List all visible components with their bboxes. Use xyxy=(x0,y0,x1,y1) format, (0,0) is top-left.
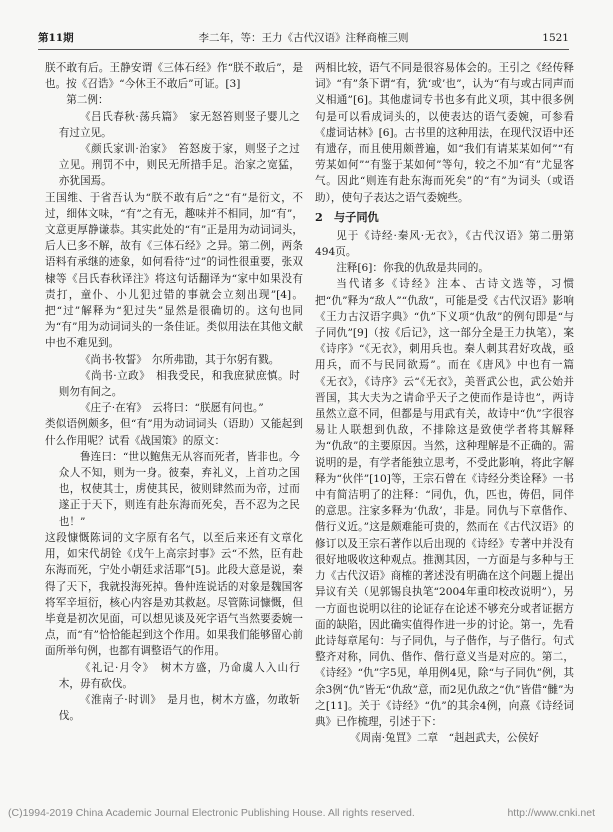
quoted-example: 《尚书·立政》 相我受民，和我庶狱庶慎。时则勿有间之。 xyxy=(58,369,300,399)
body-paragraph: 类似语例颇多，但“有”用为动词词头（语助）又能起到什么作用呢？试看《战国策》的原文： xyxy=(45,418,303,447)
quoted-example: 《尚书·牧誓》 尔所弗勖，其于尔躬有戮。 xyxy=(79,353,280,366)
body-paragraph: 注释[6]：你我的仇敌是共同的。 xyxy=(336,262,489,275)
page-header xyxy=(38,30,569,46)
page-number: 1521 xyxy=(542,32,569,44)
left-column xyxy=(45,60,303,795)
quoted-example: 《淮南子·时训》 是月也，树木方盛，勿敢斩伐。 xyxy=(58,693,300,723)
body-paragraph: 朕不敢有后。王静安谓《三体石经》作“朕不敢后”，是也。按《召诰》“今休王不敢后”可证。[3] xyxy=(45,62,303,91)
quoted-example: 《颜氏家训·治家》 笞怒废于家，则竖子之过立见。刑罚不中，则民无所措手足。治家之宽猛，亦犹国焉。 xyxy=(58,143,300,188)
body-paragraph: 王国维、于省吾认为“朕不敢有后”之“有”是衍文，不过，细体文味，“有”之有无，趣味并不相同，加“有”，文意更厚静谦恭。其实此处的“有”正是用为动词词头，后人已多不解，故有《三体石经》之异。第二例，两条语料有承继的迹象，如何看待“过”的词性很重要，张双棣等《吕氏春秋译注》将这句话翻译为“家中如果没有责打，童仆、小儿犯过错的事就会立刻出现”[4]。把“过”解释为“犯过失”显然是很确切的。这句也同为“有”用为动词词头的一条佳证。类似用法在其他文献中也不难见到。 xyxy=(45,191,303,350)
publisher-url: http://www.cnki.net xyxy=(507,807,595,819)
body-paragraph: 第二例： xyxy=(66,94,109,107)
quoted-example: 《周南·兔罝》二章 “赳赳武夫，公侯好 xyxy=(349,732,539,745)
body-paragraph: 两相比较，语气不同是很容易体会的。王引之《经传释词》“有”条下谓“有，犹‘或’也”，认为“有与或古同声而义相通”[6]。其他虚词专书也多有此义项，其中很多例句是可以看成词头的，以使表达的语气委婉，可参看《虚词诂林》[6]。古书里的这种用法，在现代汉语中还有遗存，而且使用颇普遍，如“我们有请某某如何”“有劳某如何”“有鉴于某如何”等句，较之不加“有”尤显客气。因此“则连有赴东海而死矣”的“有”为词头（或语助），使句子表达之语气委婉些。 xyxy=(315,62,574,204)
body-paragraph: 见于《诗经·秦风·无衣》，《古代汉语》第二册第494页。 xyxy=(315,229,574,259)
quoted-example: 《吕氏春秋·荡兵篇》 家无怒笞则竖子婴儿之有过立见。 xyxy=(58,110,300,139)
body-paragraph: 这段慷慨陈词的文字原有名气，以至后来还有文章化用，如宋代胡铨《戊午上高宗封事》云“不然，臣有赴东海而死，宁处小朝廷求活耶”[5]。此段大意是说，秦得了天下，我就投海死掉。鲁仲连说话的对象是魏国客将军辛垣衍，核心内容是劝其救赵。尽管陈词慷慨，但毕竟是初次见面，可以想见谈及死字语气当然要委婉一点，而“有”恰恰能起到这个作用。如果我们能够留心前面所举句例，也都有调整语气的作用。 xyxy=(45,531,303,658)
right-column xyxy=(315,60,574,795)
header-divider xyxy=(38,49,569,50)
issue-number: 第11期 xyxy=(38,32,74,44)
page-footer xyxy=(8,806,595,820)
quoted-example: 鲁连曰：“世以鲍焦无从容而死者，皆非也。今众人不知，则为一身。彼秦，弃礼义，上首功之国也，权使其士，虏使其民，彼则肆然而为帝，过而遂正于天下，则连有赴东海而死矣，吾不忍为之民也！” xyxy=(58,450,300,528)
quoted-example: 《庄子·在宥》 云将曰：“朕愿有问也。” xyxy=(79,402,264,415)
body-paragraph: 当代诸多《诗经》注本、古诗文选等，习惯把“仇”释为“敌人”“仇敌”，可能是受《古代汉语》影响《王力古汉语字典》“仇”下义项“仇敌”的例句即是“与子同仇”[9]（按《后记》，这一部分全是王力执笔），案《诗序》“《无衣》，刺用兵也。秦人刺其君好攻战，亟用兵，而不与民同欲焉”。而在《唐风》中也有一篇《无衣》，《诗序》云“《无衣》，美晋武公也，武公始并晋国，其大夫为之请命乎天子之使而作是诗也”，两诗虽然立意不同，但都是与用武有关，故诗中“仇”字很容易让人联想到仇敌，不排除这是致使学者将其解释为“仇敌”的主要原因。当然，这种理解是不正确的。需说明的是，有学者能独立思考，不受此影响，将此字解释为“伙伴”[10]等，王宗石曾在《诗经分类诠释》一书中有简洁明了的注释：“同仇，仇，匹也，俦侣，同伴的意思。注家多释为‘仇敌’，非是。同仇与下章偕作、偕行义近。”这是颇难能可贵的，然而在《古代汉语》的修订以及王宗石著作以后出现的《诗经》专著中并没有很好地吸收这种观点。推测其因，一方面是与多种与王力《古代汉语》商榷的著述没有明确在这个问题上提出异议有关（见郭锡良执笔“2004年重印校改说明”），另一方面也说明以往的论证存在论述不够充分或者证据方面的缺陷，因此确实值得作进一步的讨论。第一，先看此诗每章尾句：与子同仇，与子偕作，与子偕行。句式整齐对称，同仇、偕作、偕行意义当是对应的。第二，《诗经》“仇”字5见，单用例4见，除“与子同仇”例，其余3例“仇”皆无“仇敌”意，而2见仇敌之“仇”皆借“雠”为之[11]。关于《诗经》“仇”的其余4例，向熹《诗经词典》已作梳理，引述于下： xyxy=(315,278,574,728)
quoted-example: 《礼记·月令》 树木方盛，乃命虞人入山行木，毋有砍伐。 xyxy=(58,661,300,690)
running-title: 李二年，等：王力《古代汉语》注释商榷三则 xyxy=(198,32,409,44)
section-heading: 2 与子同仇 xyxy=(315,209,379,224)
copyright-notice: (C)1994-2019 China Academic Journal Electronic Publishing House. All rights reserved. xyxy=(8,807,415,819)
